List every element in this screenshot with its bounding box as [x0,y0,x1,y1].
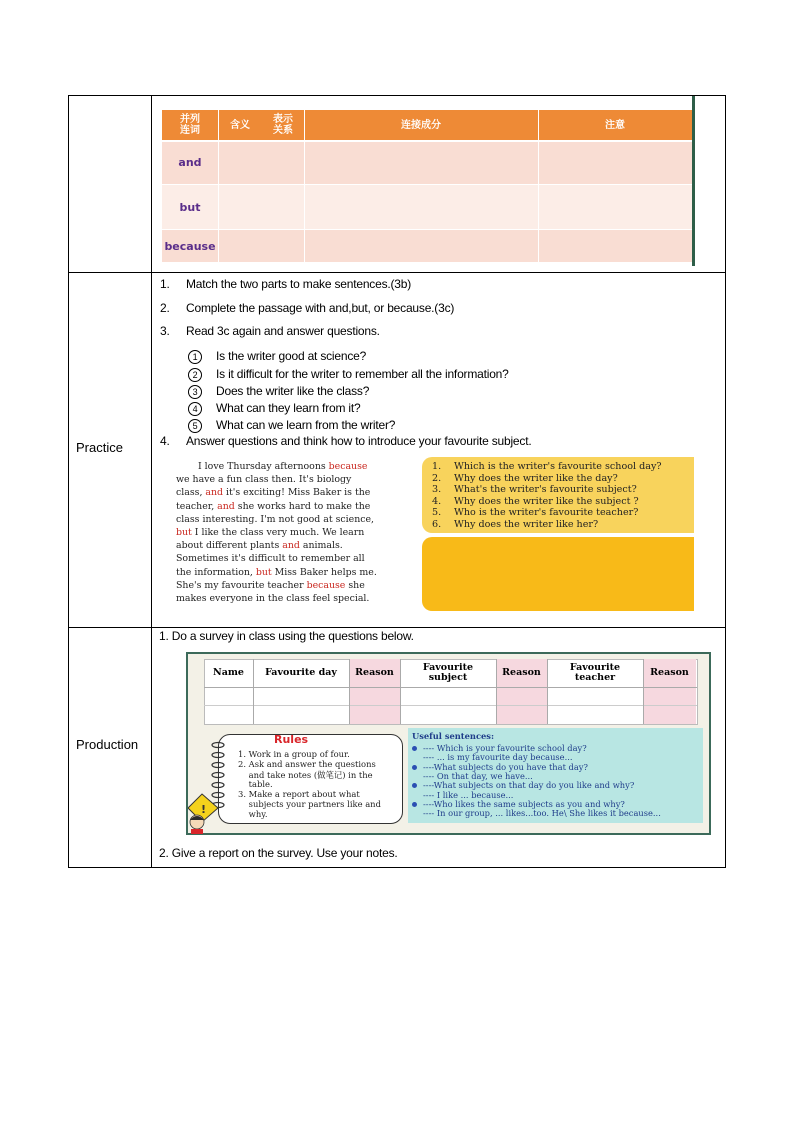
question-line [432,461,662,472]
production-item: 2. Give a report on the survey. Use your notes. [159,846,398,860]
practice-item [160,324,380,338]
highlighted-conjunction: and [217,500,235,512]
passage-text: She's my favourite teacher [176,579,307,591]
sub-question-text: Is it difficult for the writer to remember all the information? [216,367,509,381]
useful-sentence-text: ---- I like ... because... [423,789,514,800]
item-number: 3. [160,324,170,338]
useful-sentence-text: ----Who likes the same subjects as you and why? [423,798,625,809]
survey-header: Name [213,667,244,678]
practice-item [160,301,455,315]
column-divider [218,110,219,262]
questions-box [422,457,694,533]
svg-text:!: ! [201,803,207,816]
rule-line: 1. Work in a group of four. [238,749,350,759]
passage-text: we have a fun class then. It's biology [176,474,352,486]
question-line [432,473,618,484]
column-divider [538,110,539,262]
sub-question-text: What can they learn from it? [216,401,361,415]
conjunction-word: and [178,156,202,169]
circled-number: 4 [188,402,202,416]
passage-text: class interesting. I'm not good at science, [176,513,375,525]
cartoon-boy-icon [188,792,222,834]
circled-number: 3 [188,385,202,399]
survey-image [186,652,711,835]
useful-sentences-title: Useful sentences: [412,731,495,741]
item-number: 4. [160,434,170,448]
passage-text: about different plants [176,540,283,552]
question-line [432,519,598,530]
survey-header: Reason [502,667,541,678]
sub-question-text: Does the writer like the class? [216,384,370,398]
circled-number: 1 [188,350,202,364]
useful-sentence-text: ---- In our group, ... likes...too. He\ She likes it because... [423,808,661,819]
rule-line: why. [238,809,268,819]
passage-text: I love Thursday afternoons [198,461,329,472]
useful-sentence-text: ---- On that day, we have... [423,770,533,781]
practice-item [160,434,532,448]
row-label-practice: Practice [76,440,123,455]
survey-header: Favourite day [265,667,337,678]
header-notes: 注意 [605,119,625,131]
header-connected-parts: 连接成分 [401,119,441,131]
useful-sentence-text: ----What subjects do you have that day? [423,761,588,772]
conjunction-table-image [162,96,694,266]
highlighted-conjunction: because [328,461,368,472]
rule-line: 3. Make a report about what [238,789,360,799]
survey-header: Reason [650,667,689,678]
passage-text: she works hard to make the [234,500,371,512]
passage-text: makes everyone in the class feel special. [176,593,370,604]
practice-item [160,277,412,291]
conjunction-row [162,142,692,184]
rule-line: table. [238,779,273,789]
question-number: 1. [432,461,442,472]
rule-line: subjects your partners like and [238,799,381,809]
table-border-bottom [68,867,726,868]
conjunction-word: but [179,201,201,214]
question-text: Which is the writer's favourite school day? [454,461,662,472]
item-text: Match the two parts to make sentences.(3b) [186,277,412,291]
question-number: 5. [432,507,442,519]
passage-text: animals. [299,540,343,552]
question-number: 2. [432,472,442,484]
useful-sentences-box [408,728,703,823]
bullet-icon [412,765,417,770]
passage-line [176,500,370,513]
question-text: Why does the writer like her? [454,519,599,530]
row-divider [68,272,726,273]
bullet-icon [412,783,417,788]
question-text: What's the writer's favourite subject? [454,484,637,496]
row-label-production: Production [76,737,139,752]
passage-text: Sometimes it's difficult to remember all [176,553,365,565]
sub-question-text: Is the writer good at science? [216,349,367,363]
passage-line [176,539,343,552]
passage-line [176,513,374,526]
item-number: 1. [160,277,170,291]
passage-line [176,552,365,565]
survey-header: Reason [355,667,394,678]
passage-text: it's exciting! Miss Baker is the [223,487,371,499]
sub-question [188,349,366,364]
sub-question-text: What can we learn from the writer? [216,418,396,432]
table-border-right [725,95,726,868]
item-text: Answer questions and think how to introduce your favourite subject. [186,434,532,448]
question-number: 3. [432,484,442,496]
answer-box [422,537,694,611]
sub-question [188,418,395,433]
bullet-icon [412,746,417,751]
rules-title: Rules [274,733,309,746]
conjunction-word: because [164,240,216,253]
passage-text: I like the class very much. We learn [191,527,365,538]
column-divider [151,95,152,868]
passage-line [176,526,364,539]
item-number: 2. [160,301,170,315]
passage-text: the information, [176,566,256,578]
highlighted-conjunction: and [282,540,300,552]
survey-header: Favourite subject [422,662,474,683]
header-relation: 表示 关系 [273,114,293,136]
passage-line [176,566,377,579]
passage-line [176,473,351,486]
useful-sentence-text: ---- Which is your favourite school day? [423,743,587,753]
circled-number: 2 [188,368,202,382]
table-divider [204,705,697,706]
reading-passage [172,460,420,610]
highlighted-conjunction: but [255,566,272,578]
useful-sentence-text: ----What subjects on that day do you like and why? [423,780,635,791]
question-number: 4. [432,495,442,507]
production-item: 1. Do a survey in class using the questions below. [159,629,414,643]
item-text: Complete the passage with and,but, or because.(3c) [186,301,455,315]
question-text: Who is the writer's favourite teacher? [454,507,639,519]
bullet-icon [412,802,417,807]
conjunction-row [162,185,692,229]
passage-text: she [345,579,365,591]
passage-text: class, [176,487,206,499]
table-divider [204,687,697,688]
header-conjunction: 并列 连词 [180,114,200,136]
circled-number: 5 [188,419,202,433]
question-number: 6. [432,519,442,530]
highlighted-conjunction: because [306,579,346,591]
rule-line: and take notes (做笔记) in the [238,770,373,780]
passage-line [176,486,370,499]
passage-text: teacher, [176,500,218,512]
sub-question [188,401,360,416]
rule-line: 2. Ask and answer the questions [238,759,376,769]
question-line [432,484,637,495]
table-border-left [68,95,69,868]
passage-line [176,592,369,605]
row-divider [68,627,726,628]
passage-text: Miss Baker helps me. [271,566,377,578]
question-text: Why does the writer like the subject ? [454,495,639,507]
question-text: Why does the writer like the day? [454,472,618,484]
passage-line [198,460,367,473]
sub-question [188,367,509,382]
header-meaning: 含义 [230,119,250,131]
question-line [432,507,638,518]
useful-sentence [423,808,661,818]
item-text: Read 3c again and answer questions. [186,324,380,338]
passage-line [176,579,365,592]
survey-header: Favourite teacher [569,662,621,683]
column-divider [304,110,305,262]
highlighted-conjunction: but [176,527,192,538]
question-line [432,496,639,507]
sub-question [188,384,369,399]
conjunction-row [162,230,692,262]
highlighted-conjunction: and [205,487,224,499]
image-edge [692,96,695,266]
useful-sentence-text: ---- ... is my favourite day because... [423,752,573,763]
